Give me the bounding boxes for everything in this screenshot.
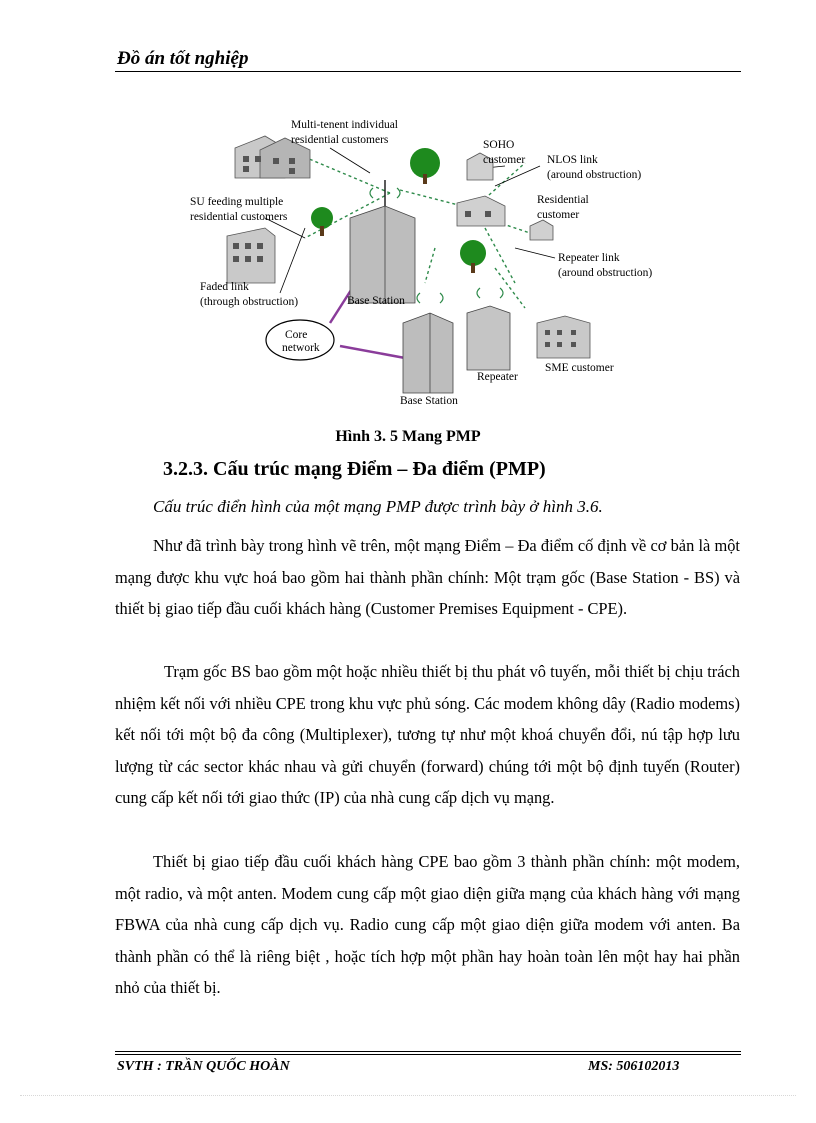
label-soho-2: customer: [483, 154, 526, 166]
label-base-station-1: Base Station: [347, 295, 405, 307]
label-nlos-1: NLOS link: [547, 154, 598, 166]
intro-sentence: Cấu trúc điển hình của một mạng PMP được trình bày ở hình 3.6.: [153, 497, 603, 516]
label-repeater-link-1: Repeater link: [558, 252, 620, 264]
section-heading: 3.2.3. Cấu trúc mạng Điểm – Đa điểm (PMP): [163, 458, 546, 480]
pmp-network-figure: [185, 108, 685, 413]
su-building-icon: [227, 228, 275, 283]
footer-student-id: MS: 506102013: [588, 1059, 680, 1074]
label-residential-2: customer: [537, 209, 580, 221]
label-core-2: network: [282, 342, 320, 354]
paragraph-2: Trạm gốc BS bao gồm một hoặc nhiều thiết bị thu phát vô tuyến, mỗi thiết bị chịu trách nhiệm kết nối với nhiều CPE trong khu vực phủ sóng. Các modem không dây (Radio modems) kết nối tới một bộ đa công (Multiplexer), tương tự như một khoá chuyển đổi, nú tập hợp lưu lượng từ các sector khác nhau và gửi chuyển (forward) chúng tới một bộ định tuyến (Router) cung cấp kết nối tới giao thức (IP) của nhà cung cấp dịch vụ mạng.: [115, 662, 740, 807]
label-soho-1: SOHO: [483, 139, 515, 151]
repeater-tower-icon: [467, 288, 510, 370]
paragraph-1: Như đã trình bày trong hình vẽ trên, một mạng Điểm – Đa điểm cố định về cơ bản là một mạng được khu vực hoá bao gồm hai thành phần chính: Một trạm gốc (Base Station - BS) và thiết bị giao tiếp đầu cuối khách hàng (Customer Premises Equipment - CPE).: [115, 536, 740, 618]
page-header-title: Đồ án tốt nghiệp: [117, 48, 249, 69]
label-repeater-link-2: (around obstruction): [558, 267, 653, 279]
footer-student: SVTH : TRẦN QUỐC HOÀN: [117, 1059, 290, 1074]
label-faded-1: Faded link: [200, 281, 249, 293]
label-nlos-2: (around obstruction): [547, 169, 642, 181]
base-station-2-tower-icon: [403, 293, 453, 393]
residential-house-icon: [457, 196, 505, 226]
label-repeater: Repeater: [477, 371, 518, 383]
header-rule: [115, 71, 741, 72]
paragraph-3: Thiết bị giao tiếp đầu cuối khách hàng CPE bao gồm 3 thành phần chính: một modem, một radio, và một anten. Modem cung cấp một giao diện giữa mạng của khách hàng với mạng FBWA của nhà cung cấp dịch vụ. Radio cung cấp một giao diện giữa modem với anten. Ba thành phần có thể là riêng biệt , hoặc tích hợp một phần hay hoàn toàn lên một hay hai phần nhỏ của thiết bị.: [115, 852, 740, 997]
label-faded-2: (through obstruction): [200, 296, 299, 308]
label-multi-tenant-1: Multi-tenent individual: [291, 119, 398, 131]
label-su-2: residential customers: [190, 211, 288, 223]
footer-rule-bottom: [115, 1054, 741, 1055]
residential-customer-icon: [530, 220, 553, 240]
page-bottom-dotted-line: [20, 1095, 796, 1096]
label-sme: SME customer: [545, 362, 614, 374]
label-core-1: Core: [285, 329, 308, 341]
sme-building-icon: [537, 316, 590, 358]
figure-caption: Hình 3. 5 Mang PMP: [335, 428, 481, 445]
label-multi-tenant-2: residential customers: [291, 134, 389, 146]
label-base-station-2: Base Station: [400, 395, 458, 407]
base-station-tower-icon: [350, 180, 415, 303]
footer-rule-top: [115, 1051, 741, 1052]
label-su-1: SU feeding multiple: [190, 196, 284, 208]
label-residential-1: Residential: [537, 194, 589, 206]
